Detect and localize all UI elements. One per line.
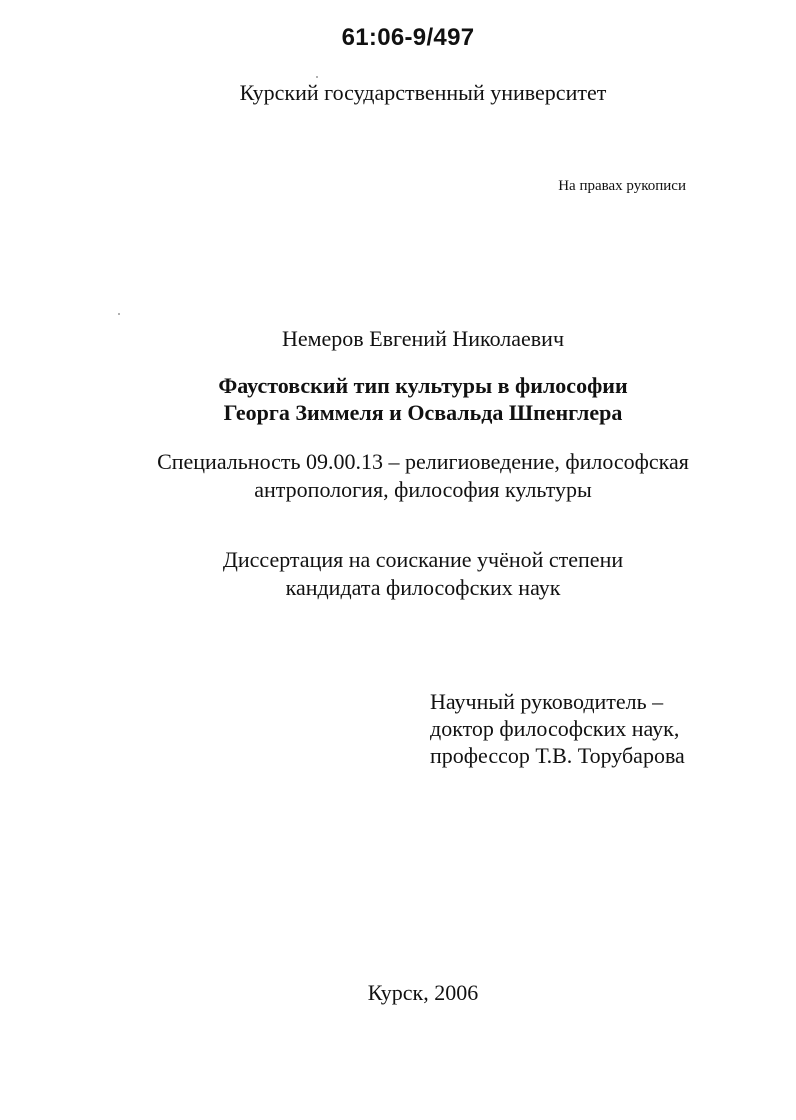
dissertation-title bbox=[0, 372, 796, 426]
specialty bbox=[0, 448, 796, 504]
university-name: Курский государственный университет bbox=[239, 80, 607, 105]
degree-line-2: кандидата философских наук bbox=[285, 575, 561, 600]
degree-line-1: Диссертация на соискание учёной степени bbox=[222, 547, 624, 572]
specialty-line-2: антропология, философия культуры bbox=[254, 477, 592, 502]
title-line-2: Георга Зиммеля и Освальда Шпенглера bbox=[223, 400, 623, 425]
specialty-line-1: Специальность 09.00.13 – религиоведение, философская bbox=[157, 449, 689, 474]
scan-speck bbox=[316, 76, 318, 78]
archive-stamp: 61:06-9/497 bbox=[341, 24, 475, 51]
title-line-1: Фаустовский тип культуры в философии bbox=[218, 373, 628, 398]
degree-statement bbox=[0, 546, 796, 602]
supervisor-line-3: профессор Т.В. Торубарова bbox=[430, 743, 685, 768]
scan-speck bbox=[118, 313, 120, 315]
city-year: Курск, 2006 bbox=[367, 980, 479, 1005]
author-name: Немеров Евгений Николаевич bbox=[281, 326, 565, 351]
supervisor-line-1: Научный руководитель – bbox=[430, 689, 664, 714]
rights-note: На правах рукописи bbox=[558, 178, 686, 194]
supervisor-block bbox=[430, 688, 685, 769]
supervisor-line-2: доктор философских наук, bbox=[430, 716, 680, 741]
